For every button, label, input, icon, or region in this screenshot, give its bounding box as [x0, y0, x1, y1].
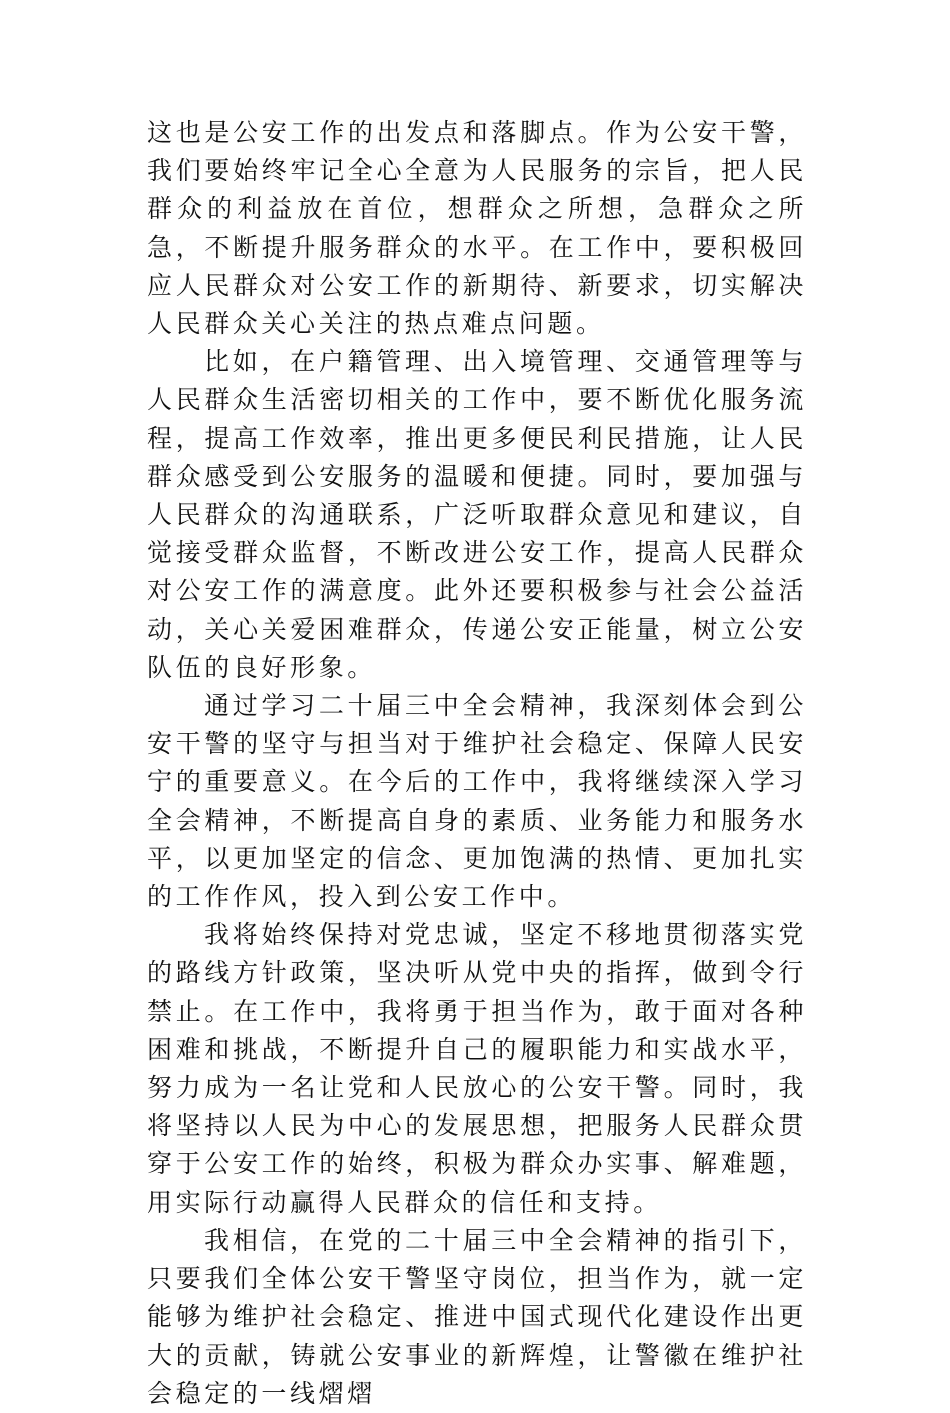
- paragraph-5: 我相信，在党的二十届三中全会精神的指引下，只要我们全体公安干警坚守岗位，担当作为，就一定能够为维护社会稳定、推进中国式现代化建设作出更大的贡献，铸就公安事业的新辉煌，让警徽在维护社会稳定的一线熠熠: [147, 1225, 807, 1408]
- document-body: [147, 114, 807, 1413]
- paragraph-1: 这也是公安工作的出发点和落脚点。作为公安干警，我们要始终牢记全心全意为人民服务的宗旨，把人民群众的利益放在首位，想群众之所想，急群众之所急，不断提升服务群众的水平。在工作中，要积极回应人民群众对公安工作的新期待、新要求，切实解决人民群众关心关注的热点难点问题。: [147, 118, 807, 339]
- paragraph-3: 通过学习二十届三中全会精神，我深刻体会到公安干警的坚守与担当对于维护社会稳定、保障人民安宁的重要意义。在今后的工作中，我将继续深入学习全会精神，不断提高自身的素质、业务能力和服务水平，以更加坚定的信念、更加饱满的热情、更加扎实的工作作风，投入到公安工作中。: [147, 691, 807, 912]
- paragraph-4: 我将始终保持对党忠诚，坚定不移地贯彻落实党的路线方针政策，坚决听从党中央的指挥，做到令行禁止。在工作中，我将勇于担当作为，敢于面对各种困难和挑战，不断提升自己的履职能力和实战水平，努力成为一名让党和人民放心的公安干警。同时，我将坚持以人民为中心的发展思想，把服务人民群众贯穿于公安工作的始终，积极为群众办实事、解难题，用实际行动赢得人民群众的信任和支持。: [147, 920, 807, 1217]
- paragraph-2: 比如，在户籍管理、出入境管理、交通管理等与人民群众生活密切相关的工作中，要不断优化服务流程，提高工作效率，推出更多便民利民措施，让人民群众感受到公安服务的温暖和便捷。同时，要加强与人民群众的沟通联系，广泛听取群众意见和建议，自觉接受群众监督，不断改进公安工作，提高人民群众对公安工作的满意度。此外还要积极参与社会公益活动，关心关爱困难群众，传递公安正能量，树立公安队伍的良好形象。: [147, 347, 807, 682]
